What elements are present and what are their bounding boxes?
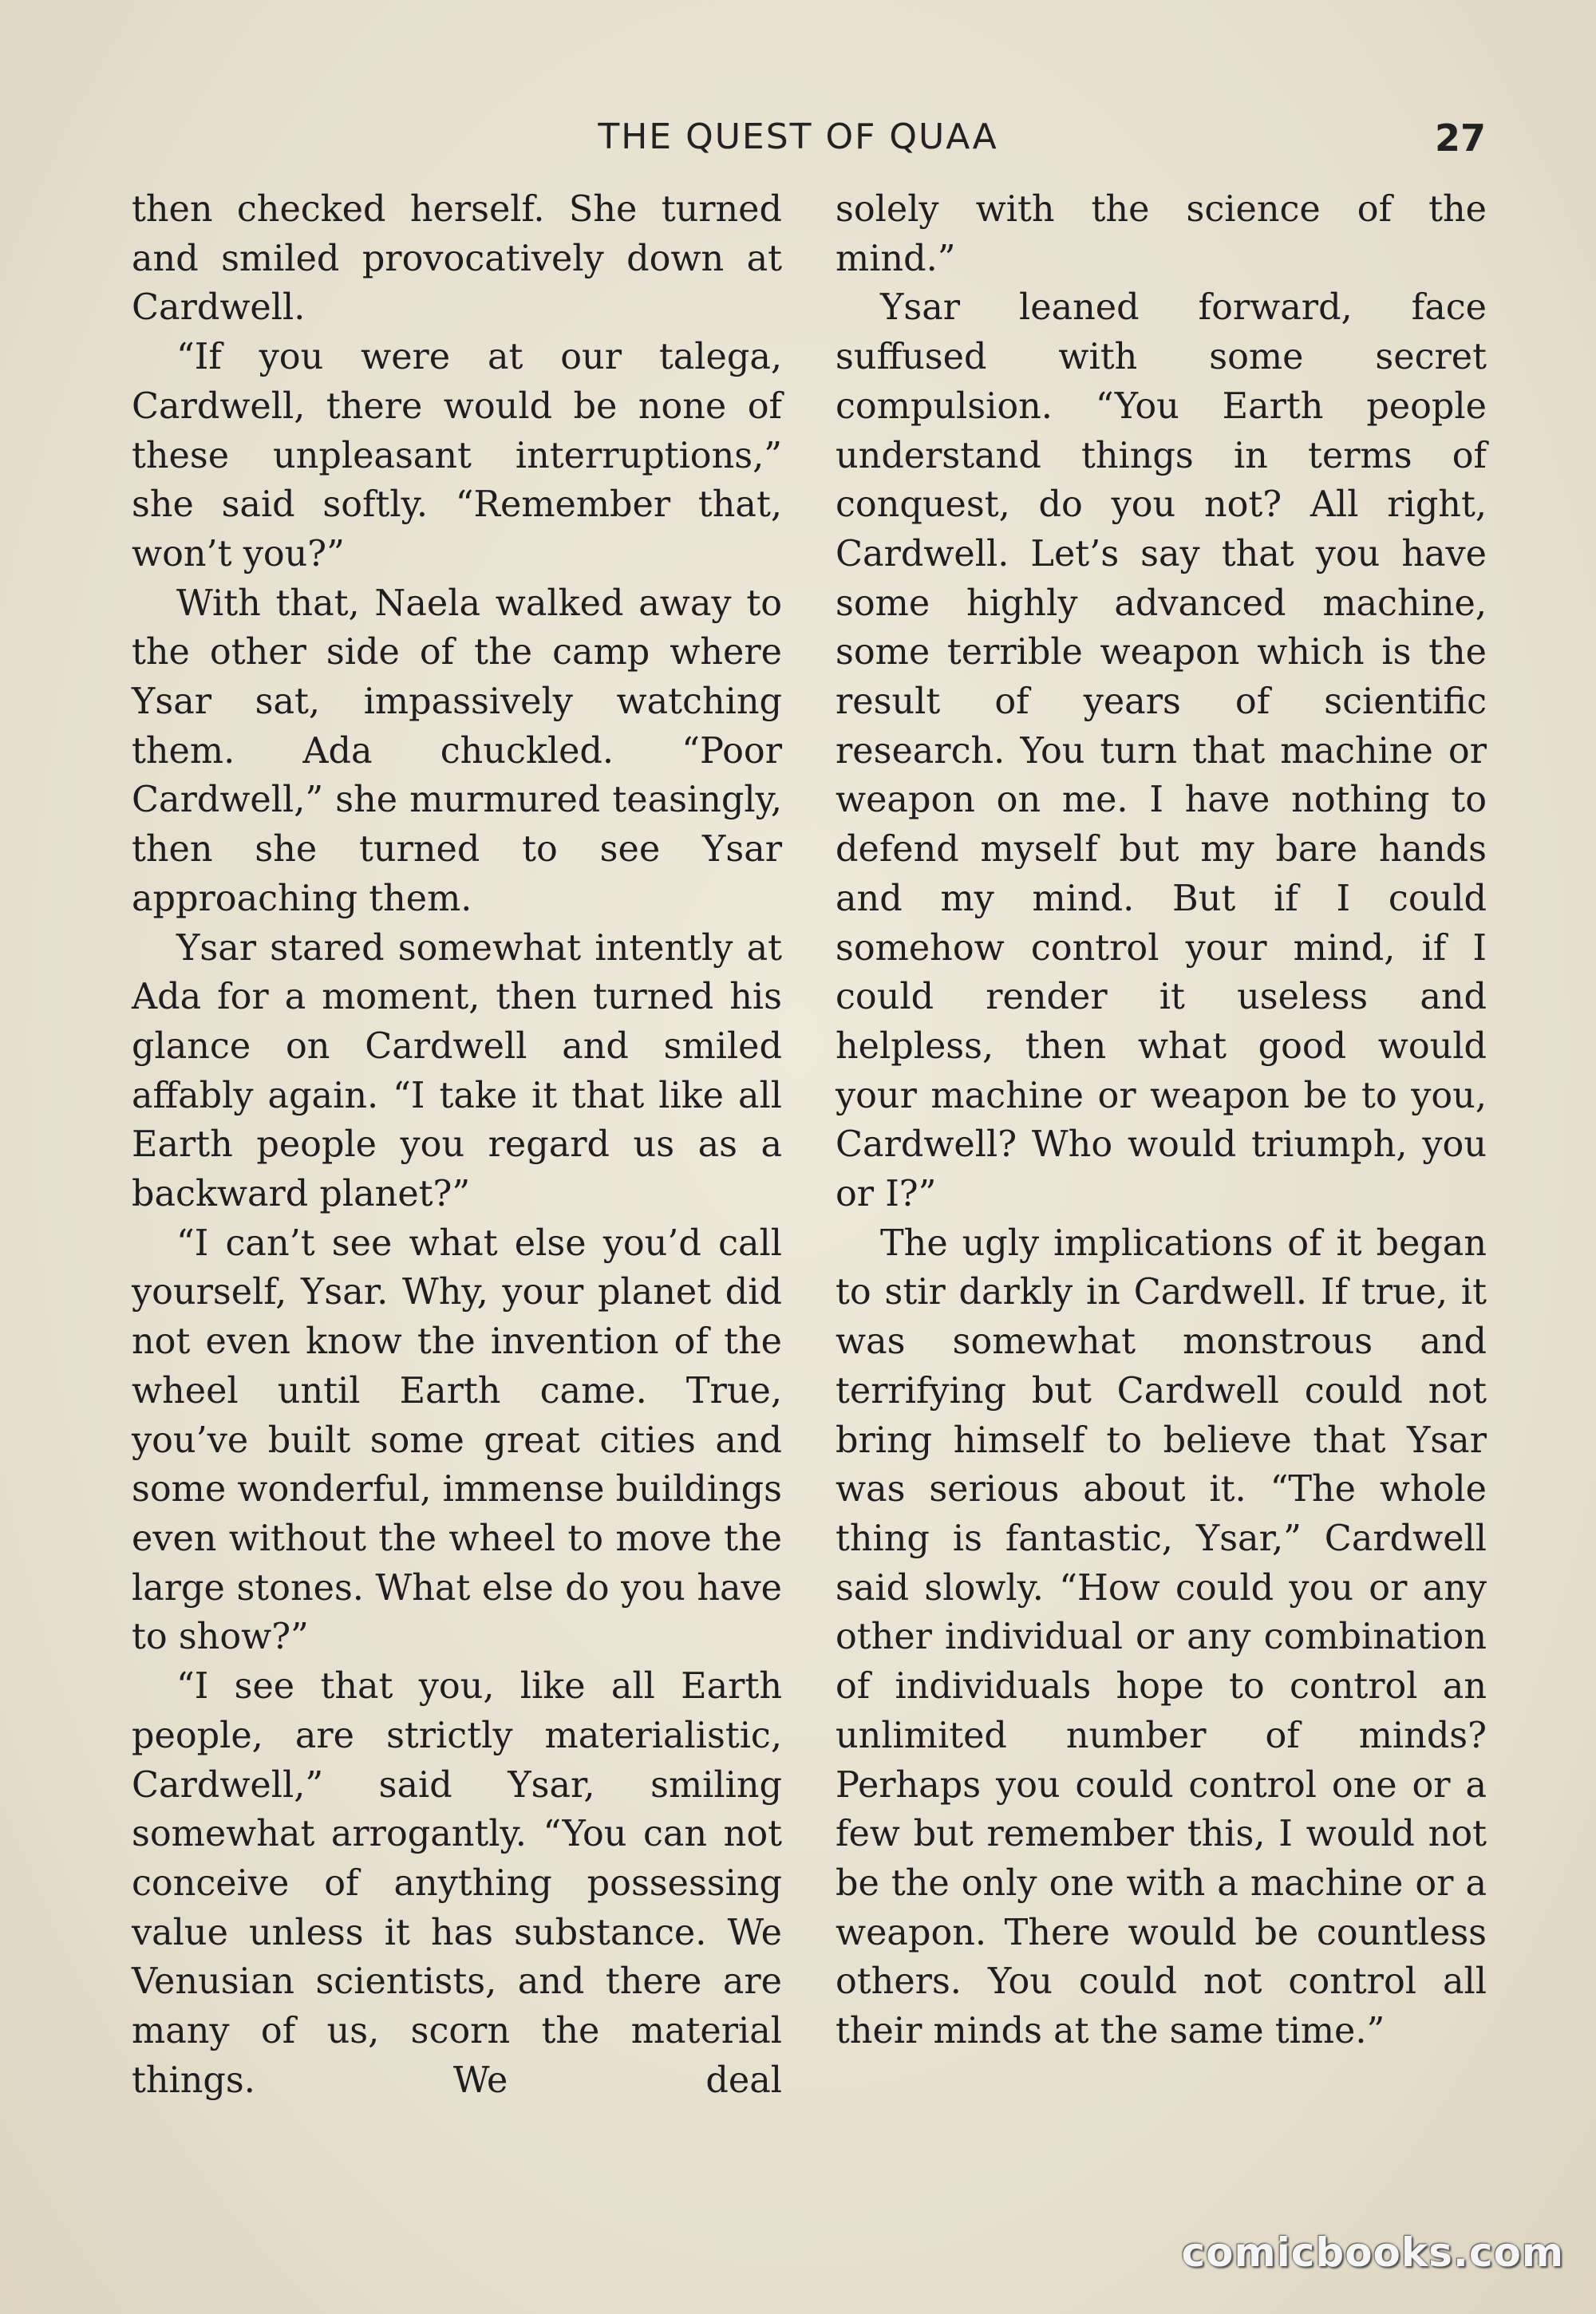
paragraph: “I see that you, like all Earth people, are strictly materialistic, Cardwell,” said Ysar, smiling somewhat arrogantly. “You can not conceive of anything possessing value unless it has substance. We Venusian scientists, and there are many of us, scorn the material things. We deal [132, 1666, 782, 2101]
paragraph: solely with the science of the mind.” [836, 189, 1487, 279]
running-head: THE QUEST OF QUAA [598, 116, 998, 157]
paragraph: The ugly implications of it began to stir darkly in Cardwell. If true, it was somewhat monstrous and terrifying but Cardwell could not bring himself to believe that Ysar was serious about it. “The whole thing is fantastic, Ysar,” Cardwell said slowly. “How could you or any other individual or any combination of individuals hope to control an unlimited number of minds? Perhaps you could control one or a few but remember this, I would not be the only one with a machine or a weapon. There would be countless others. You could not control all their minds at the same time.” [836, 1222, 1487, 2052]
left-column [132, 185, 782, 2105]
paragraph: then checked herself. She turned and smiled provocatively down at Cardwell. [132, 189, 782, 329]
right-column [836, 185, 1487, 2056]
page-header [0, 116, 1596, 164]
watermark-logo: comicbooks.com [1181, 2229, 1564, 2276]
paragraph: “If you were at our talega, Cardwell, there would be none of these unpleasant interruptions,” she said softly. “Remember that, won’t you?” [132, 337, 782, 575]
paragraph: “I can’t see what else you’d call yourself, Ysar. Why, your planet did not even know the invention of the wheel until Earth came. True, you’ve built some great cities and some wonderful, immense buildings even without the wheel to move the large stones. What else do you have to show?” [132, 1222, 782, 1658]
paragraph: Ysar leaned forward, face suffused with some secret compulsion. “You Earth people understand things in terms of conquest, do you not? All right, Cardwell. Let’s say that you have some highly advanced machine, some terrible weapon which is the result of years of scientific research. You turn that machine or weapon on me. I have nothing to defend myself but my bare hands and my mind. But if I could somehow control your mind, if I could render it useless and helpless, then what good would your machine or weapon be to you, Cardwell? Who would triumph, you or I?” [836, 287, 1487, 1215]
page-number: 27 [1434, 116, 1486, 160]
paragraph: With that, Naela walked away to the other side of the camp where Ysar sat, impassively watching them. Ada chuckled. “Poor Cardwell,” she murmured teasingly, then she turned to see Ysar approaching them. [132, 582, 782, 919]
paragraph: Ysar stared somewhat intently at Ada for a moment, then turned his glance on Cardwell and smiled affably again. “I take it that like all Earth people you regard us as a backward planet?” [132, 927, 782, 1215]
